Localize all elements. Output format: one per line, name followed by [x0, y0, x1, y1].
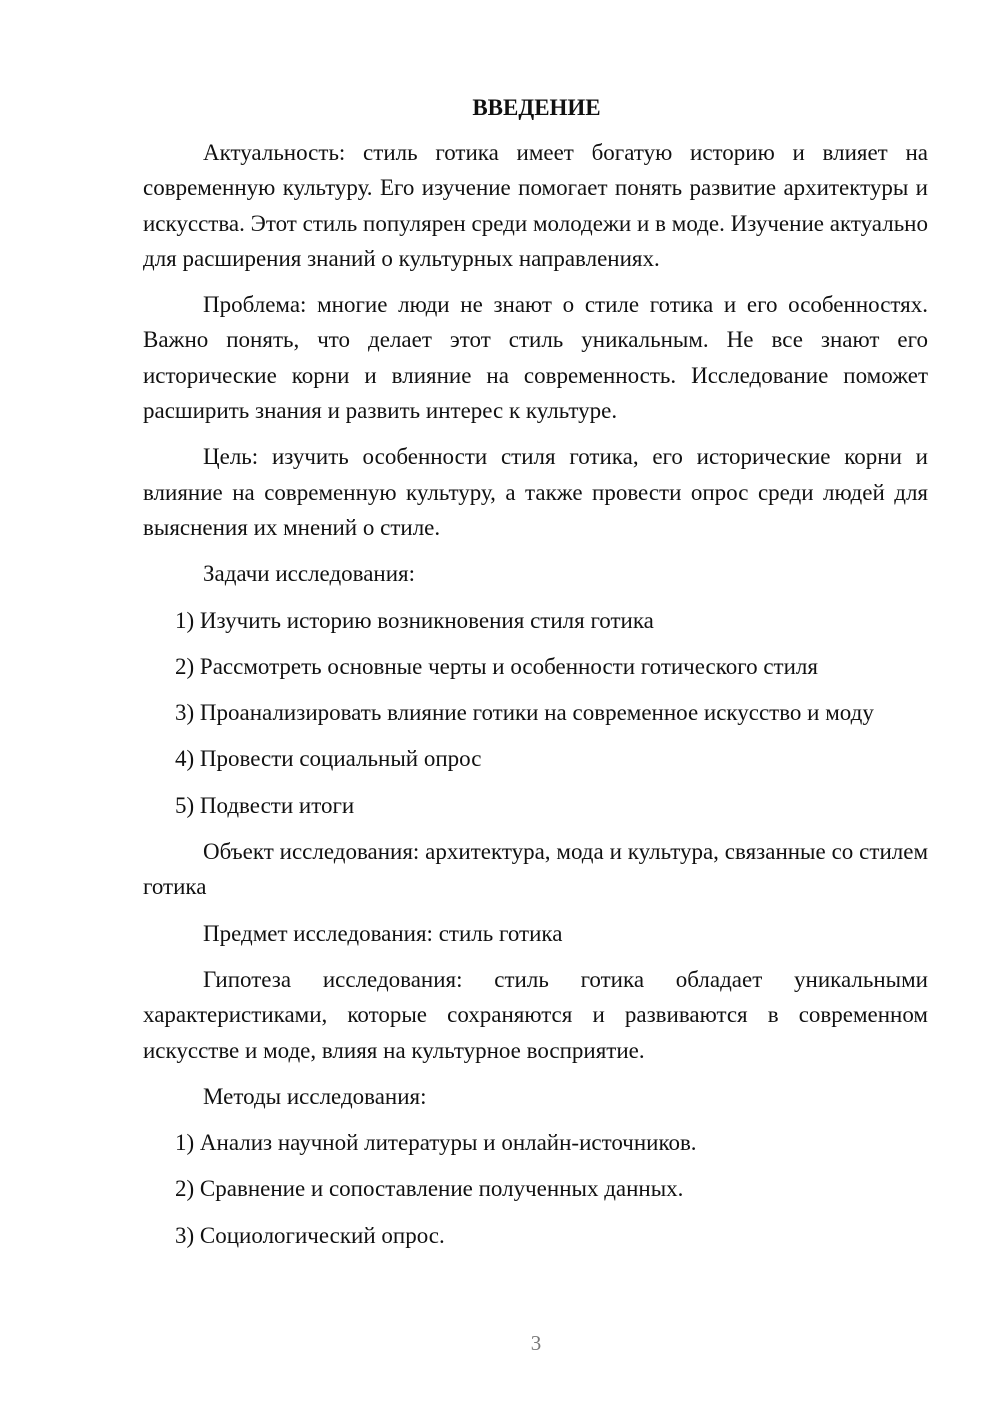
subject-paragraph: Предмет исследования: стиль готика [203, 920, 563, 946]
relevance-paragraph: Актуальность: стиль готика имеет богатую историю и влияет на современную культуру. Его изучение помогает понять развитие архитектуры и искусства. Этот стиль популярен среди молодежи и в моде. Изучение актуально для расширения знаний о культурных направлениях. [143, 140, 928, 271]
method-item: 3) Социологический опрос. [175, 1222, 445, 1248]
object-paragraph: Объект исследования: архитектура, мода и культура, связанные со стилем готика [143, 839, 928, 900]
document-page [143, 90, 928, 1264]
method-item: 1) Анализ научной литературы и онлайн-источников. [175, 1130, 697, 1156]
section-title: ВВЕДЕНИЕ [472, 95, 601, 120]
hypothesis-paragraph: Гипотеза исследования: стиль готика обладает уникальными характеристиками, которые сохраняются и развиваются в современном искусстве и моде, влияя на культурное восприятие. [143, 966, 928, 1063]
task-item: 3) Проанализировать влияние готики на современное искусство и моду [175, 700, 874, 726]
tasks-heading: Задачи исследования: [203, 561, 416, 587]
task-item: 1) Изучить историю возникновения стиля готика [175, 607, 654, 633]
task-item: 2) Рассмотреть основные черты и особенности готического стиля [175, 653, 818, 679]
task-item: 4) Провести социальный опрос [175, 746, 482, 772]
problem-paragraph: Проблема: многие люди не знают о стиле готика и его особенностях. Важно понять, что делает этот стиль уникальным. Не все знают его исторические корни и влияние на современность. Исследование поможет расширить знания и развить интерес к культуре. [143, 292, 928, 424]
methods-heading: Методы исследования: [203, 1083, 427, 1109]
method-item: 2) Сравнение и сопоставление полученных данных. [175, 1176, 684, 1202]
goal-paragraph: Цель: изучить особенности стиля готика, его исторические корни и влияние на современную культуру, а также провести опрос среди людей для выяснения их мнений о стиле. [143, 444, 928, 540]
task-item: 5) Подвести итоги [175, 792, 355, 818]
page-number: 3 [530, 1331, 542, 1355]
